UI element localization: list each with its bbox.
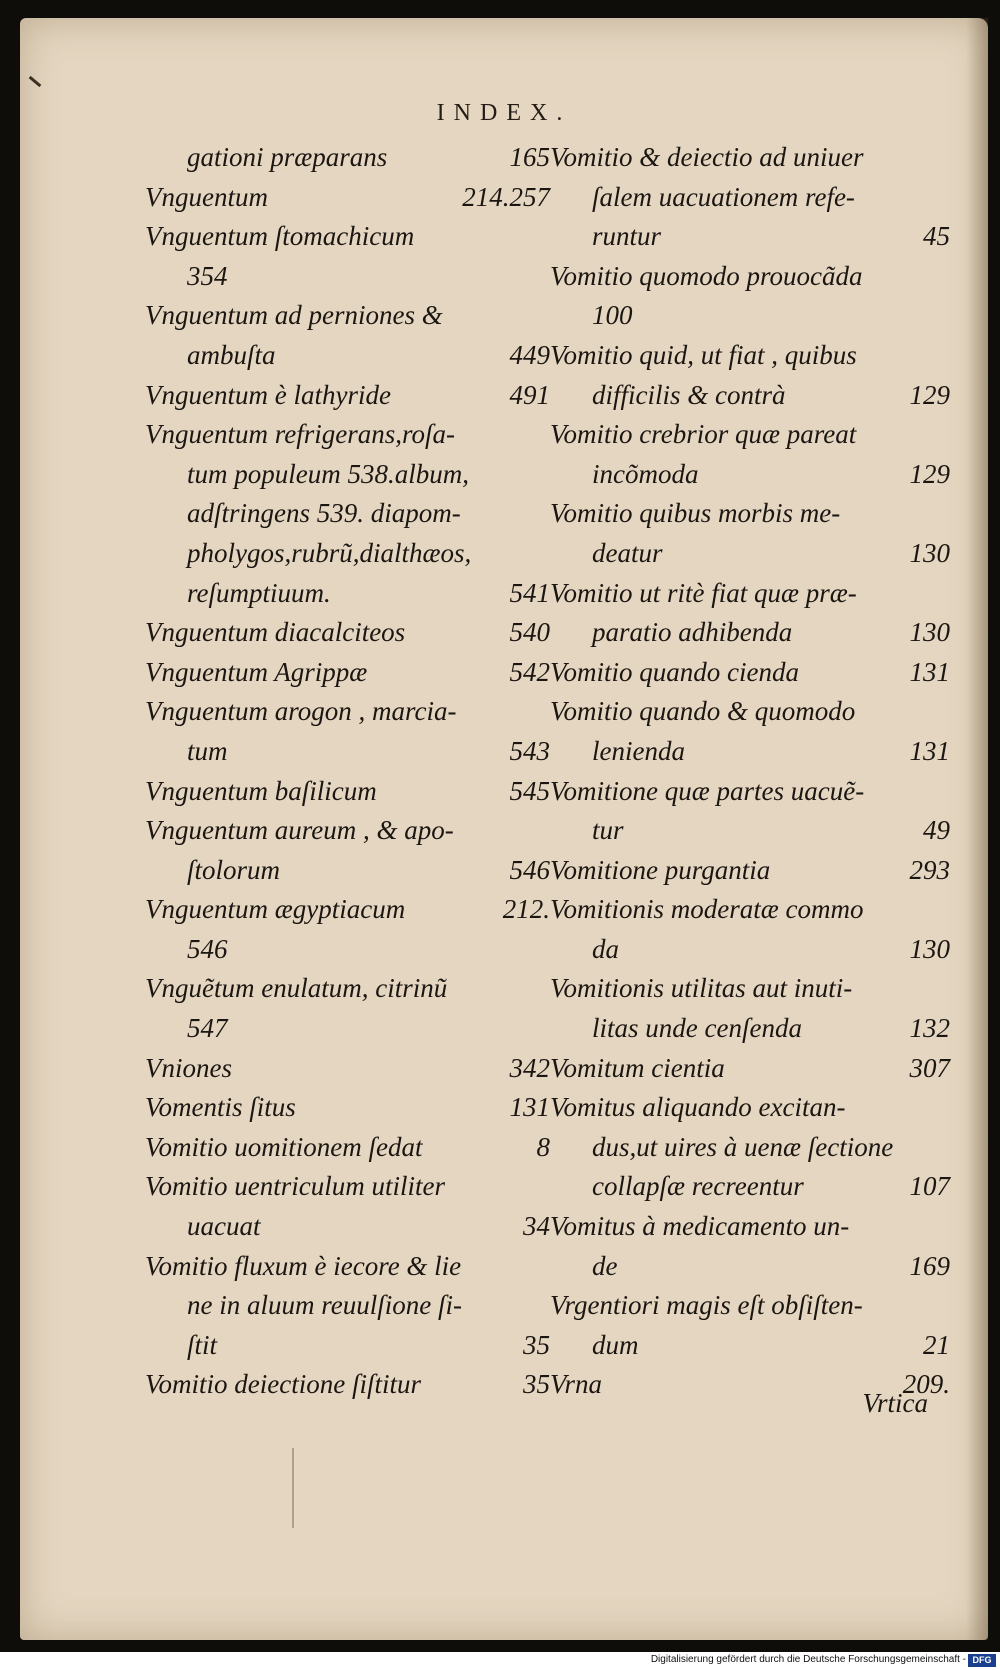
index-entry-text: ſtit xyxy=(187,1329,218,1360)
index-entry xyxy=(550,613,950,653)
index-entry-text: Vnguentum refrigerans,roſa- xyxy=(145,419,455,450)
index-entry xyxy=(550,1049,950,1089)
index-entry-text: tur xyxy=(592,815,624,846)
index-entry-text: litas unde cenſenda xyxy=(592,1013,802,1044)
index-entry-text: Vnguentum aureum , & apo- xyxy=(145,815,454,846)
book-page xyxy=(20,18,988,1640)
index-entry xyxy=(145,1286,550,1326)
running-head: INDEX. xyxy=(436,100,572,126)
index-entry xyxy=(550,653,950,693)
index-entry-text: Vomitio quomodo prouocãda xyxy=(550,260,863,291)
page-reference: 542 xyxy=(509,656,550,687)
dfg-logo: DFG xyxy=(968,1654,996,1667)
index-entry xyxy=(145,1365,550,1405)
index-entry-text: paratio adhibenda xyxy=(592,617,793,648)
page-reference: 546 xyxy=(509,854,550,885)
index-entry xyxy=(145,534,550,574)
index-entry-text: Vomitione purgantia xyxy=(550,854,771,885)
index-entry-text: Vnguentum è lathyride xyxy=(145,379,391,410)
index-entry-text: runtur xyxy=(592,221,662,252)
index-entry xyxy=(550,772,950,812)
index-entry xyxy=(145,1009,550,1049)
index-entry-text: Vnguentum baſilicum xyxy=(145,775,377,806)
index-entry-text: 354 xyxy=(187,260,228,291)
index-entry xyxy=(145,969,550,1009)
index-entry xyxy=(145,1247,550,1287)
page-reference: 45 xyxy=(923,221,950,252)
index-entry-text: Vnguentum diacalciteos xyxy=(145,617,406,648)
page-reference: 491 xyxy=(509,379,550,410)
index-entry xyxy=(550,1247,950,1287)
page-reference: 130 xyxy=(909,617,950,648)
index-column-right xyxy=(550,138,950,1405)
index-entry-text: ambuſta xyxy=(187,339,276,370)
digitization-footer xyxy=(0,1652,1000,1670)
index-entry xyxy=(550,138,950,178)
page-reference: 541 xyxy=(509,577,550,608)
page-reference: 209. xyxy=(902,1369,950,1400)
index-entry-text: Vomitione quæ partes uacuẽ- xyxy=(550,775,865,806)
index-entry xyxy=(550,455,950,495)
index-entry-text: Vomitio quid, ut fiat , quibus xyxy=(550,339,857,370)
index-entry-text: dum xyxy=(592,1329,639,1360)
index-entry xyxy=(550,376,950,416)
index-entry-text: Vomitionis moderatæ commo xyxy=(550,894,864,925)
index-entry xyxy=(145,811,550,851)
index-entry-text: Vomitio uomitionem ſedat xyxy=(145,1131,423,1162)
index-entry-text: Vomitio & deiectio ad uniuer xyxy=(550,142,864,172)
index-entry-text: dus,ut uires à uenæ ſectione xyxy=(592,1131,894,1162)
index-entry xyxy=(145,732,550,772)
index-entry-text: Vnguentum ad perniones & xyxy=(145,300,443,331)
stray-mark xyxy=(292,1448,294,1528)
index-entry xyxy=(145,851,550,891)
index-entry xyxy=(550,574,950,614)
page-reference: 131 xyxy=(909,656,950,687)
index-entry xyxy=(145,138,550,178)
page-reference: 131 xyxy=(909,735,950,766)
index-entry xyxy=(550,257,950,297)
page-reference: 129 xyxy=(909,379,950,410)
page-reference: 130 xyxy=(909,933,950,964)
index-entry-text: Vomitio deiectione ſiſtitur xyxy=(145,1369,421,1400)
index-entry xyxy=(145,257,550,297)
index-entry-text: 547 xyxy=(187,1013,228,1044)
index-entry-text: incõmoda xyxy=(592,458,699,489)
index-entry xyxy=(550,1207,950,1247)
footer-credit: Digitalisierung gefördert durch die Deutsche Forschungsgemeinschaft - xyxy=(650,1654,966,1665)
index-entry-text: ſtolorum xyxy=(187,854,281,885)
index-entry-text: Vomentis ſitus xyxy=(145,1092,296,1123)
index-entry xyxy=(550,1326,950,1366)
index-entry xyxy=(145,613,550,653)
index-entry xyxy=(550,217,950,257)
index-entry-text: reſumptiuum. xyxy=(187,577,331,608)
index-entry-text: Vomitionis utilitas aut inuti- xyxy=(550,973,853,1004)
index-entry xyxy=(550,692,950,732)
page-edge-shadow xyxy=(966,18,988,1640)
index-column-left xyxy=(145,138,550,1405)
corner-mark xyxy=(29,76,42,87)
index-entry xyxy=(550,930,950,970)
index-entry xyxy=(145,1128,550,1168)
index-entry-text: Vnguentum arogon , marcia- xyxy=(145,696,457,727)
page-reference: 543 xyxy=(509,735,550,766)
page-reference: 129 xyxy=(909,458,950,489)
index-entry xyxy=(145,415,550,455)
index-entry xyxy=(145,217,550,257)
index-entry-text: adſtringens 539. diapom- xyxy=(187,498,461,529)
index-entry-text: deatur xyxy=(592,537,663,568)
page-reference: 49 xyxy=(923,815,950,846)
index-entry xyxy=(550,890,950,930)
page-reference: 165 xyxy=(509,142,550,172)
index-entry xyxy=(145,455,550,495)
catchword: Vrtica xyxy=(862,1388,928,1418)
index-entry xyxy=(145,653,550,693)
index-entry xyxy=(145,494,550,534)
page-reference: 169 xyxy=(909,1250,950,1281)
index-entry-text: Vomitio quando cienda xyxy=(550,656,799,687)
page-reference: 449 xyxy=(509,339,550,370)
index-entry xyxy=(145,1049,550,1089)
index-entry-text: Vomitio ut ritè fiat quæ præ- xyxy=(550,577,857,608)
index-entry xyxy=(145,1207,550,1247)
page-reference: 293 xyxy=(909,854,950,885)
index-entry-text: Vrna xyxy=(550,1369,602,1400)
index-entry xyxy=(145,178,550,218)
index-entry-text: difficilis & contrà xyxy=(592,379,786,410)
index-entry xyxy=(550,296,950,336)
index-entry-text: gationi præparans xyxy=(187,142,388,172)
index-entry-text: Vomitio quibus morbis me- xyxy=(550,498,841,529)
index-entry-text: ſalem uacuationem refe- xyxy=(592,181,855,212)
index-entry xyxy=(550,811,950,851)
page-reference: 342 xyxy=(509,1052,550,1083)
index-entry-text: Vomitus aliquando excitan- xyxy=(550,1092,846,1123)
index-entry-text: Vnguentum ægyptiacum xyxy=(145,894,406,925)
index-entry-text: Vomitus à medicamento un- xyxy=(550,1211,850,1242)
page-reference: 21 xyxy=(923,1329,950,1360)
page-reference: 307 xyxy=(909,1052,950,1083)
index-entry xyxy=(550,1286,950,1326)
index-entry xyxy=(550,732,950,772)
index-entry xyxy=(550,851,950,891)
index-entry-text: Vomitio quando & quomodo xyxy=(550,696,856,727)
page-reference: 34 xyxy=(523,1211,550,1242)
page-reference: 130 xyxy=(909,537,950,568)
index-entry-text: tum populeum 538.album, xyxy=(187,458,469,489)
index-entry xyxy=(145,1088,550,1128)
index-entry-text: Vnguentum Agrippæ xyxy=(145,656,368,687)
index-entry-text: pholygos,rubrũ,dialthæos, xyxy=(187,537,472,568)
index-entry-text: 546 xyxy=(187,933,228,964)
index-entry xyxy=(550,969,950,1009)
page-reference: 540 xyxy=(509,617,550,648)
index-entry xyxy=(550,1088,950,1128)
page-reference: 131 xyxy=(509,1092,550,1123)
page-reference: 107 xyxy=(909,1171,950,1202)
index-entry-text: lenienda xyxy=(592,735,685,766)
page-reference: 214.257 xyxy=(462,181,550,212)
index-entry-text: de xyxy=(592,1250,618,1281)
index-entry-text: Vnguẽtum enulatum, citrinũ xyxy=(145,973,448,1004)
index-entry xyxy=(145,574,550,614)
index-entry xyxy=(145,772,550,812)
index-entry-text: Vrgentiori magis eſt obſiſten- xyxy=(550,1290,863,1321)
page-reference: 545 xyxy=(509,775,550,806)
page-reference: 35 xyxy=(523,1329,550,1360)
index-entry xyxy=(550,494,950,534)
index-entry-text: ne in aluum reuulſione ſi- xyxy=(187,1290,462,1321)
index-entry xyxy=(145,376,550,416)
index-entry xyxy=(550,1167,950,1207)
index-entry-text: tum xyxy=(187,735,228,766)
index-entry-text: collapſæ recreentur xyxy=(592,1171,804,1202)
index-entry-text: Vnguentum xyxy=(145,181,268,212)
index-entry xyxy=(145,692,550,732)
index-entry-text: 100 xyxy=(592,300,633,331)
index-entry-text: uacuat xyxy=(187,1211,261,1242)
index-entry xyxy=(550,534,950,574)
page-reference: 212. xyxy=(502,894,550,925)
index-entry xyxy=(145,296,550,336)
index-entry xyxy=(550,1128,950,1168)
index-entry xyxy=(145,890,550,930)
index-entry xyxy=(145,1167,550,1207)
index-entry-text: Vomitio fluxum è iecore & lie xyxy=(145,1250,462,1281)
index-entry xyxy=(550,1009,950,1049)
index-entry xyxy=(550,178,950,218)
index-entry xyxy=(550,336,950,376)
index-entry xyxy=(550,415,950,455)
index-entry-text: Vomitum cientia xyxy=(550,1052,725,1083)
page-reference: 35 xyxy=(523,1369,550,1400)
index-entry-text: da xyxy=(592,933,619,964)
index-entry xyxy=(145,1326,550,1366)
index-entry-text: Vniones xyxy=(145,1052,232,1083)
page-reference: 132 xyxy=(909,1013,950,1044)
page-reference: 8 xyxy=(536,1131,550,1162)
index-entry-text: Vomitio uentriculum utiliter xyxy=(145,1171,445,1202)
index-entry xyxy=(145,336,550,376)
index-entry-text: Vnguentum ſtomachicum xyxy=(145,221,415,252)
index-entry xyxy=(145,930,550,970)
index-entry-text: Vomitio crebrior quæ pareat xyxy=(550,419,857,450)
